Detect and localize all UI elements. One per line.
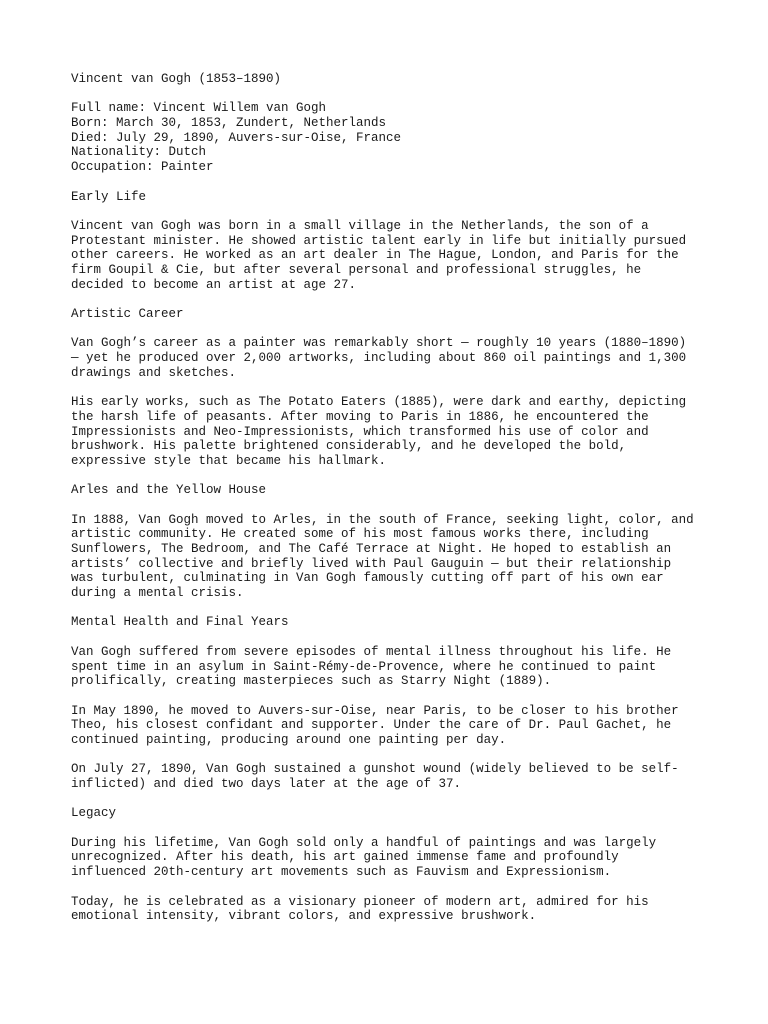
paragraph xyxy=(71,895,711,924)
document-title: Vincent van Gogh (1853–1890) xyxy=(71,72,282,86)
fact-full-name: Full name: Vincent Willem van Gogh xyxy=(71,101,327,116)
paragraph xyxy=(71,219,711,292)
paragraph-line: Impressionists and Neo-Impressionists, which transformed his use of color and xyxy=(71,424,649,439)
paragraph-line: In May 1890, he moved to Auvers-sur-Oise, near Paris, to be closer to his brother xyxy=(71,703,679,718)
fact-nationality: Nationality: Dutch xyxy=(71,145,207,160)
paragraph-line: — yet he produced over 2,000 artworks, including about 860 oil paintings and 1,300 xyxy=(71,351,687,366)
paragraph-line: Van Gogh suffered from severe episodes of mental illness throughout his life. He xyxy=(71,644,672,659)
section-heading: Mental Health and Final Years xyxy=(71,615,289,630)
paragraph-line: during a mental crisis. xyxy=(71,586,244,601)
paragraph-line: inflicted) and died two days later at the age of 37. xyxy=(71,777,462,791)
sections-container xyxy=(71,190,711,924)
paragraph-line: Vincent van Gogh was born in a small village in the Netherlands, the son of a xyxy=(71,218,649,233)
paragraph-line: influenced 20th-century art movements such as Fauvism and Expressionism. xyxy=(71,865,612,880)
paragraph xyxy=(71,836,711,880)
paragraph-line: Today, he is celebrated as a visionary pioneer of modern art, admired for his xyxy=(71,894,649,909)
paragraph xyxy=(71,704,711,748)
fact-occupation: Occupation: Painter xyxy=(71,160,214,175)
section-heading-block xyxy=(71,190,711,205)
paragraph-line: was turbulent, culminating in Van Gogh famously cutting off part of his own ear xyxy=(71,571,664,586)
paragraph xyxy=(71,395,711,468)
section-heading: Legacy xyxy=(71,806,117,821)
paragraph xyxy=(71,513,711,601)
fact-died: Died: July 29, 1890, Auvers-sur-Oise, France xyxy=(71,130,402,145)
section-heading: Artistic Career xyxy=(71,307,184,321)
facts-block xyxy=(71,101,711,174)
section-heading-block xyxy=(71,307,711,322)
paragraph-line: artistic community. He created some of his most famous works there, including xyxy=(71,527,649,542)
paragraph-line: emotional intensity, vibrant colors, and expressive brushwork. xyxy=(71,909,537,924)
paragraph xyxy=(71,645,711,689)
paragraph-line: prolifically, creating masterpieces such as Starry Night (1889). xyxy=(71,674,552,689)
paragraph-line: the harsh life of peasants. After moving to Paris in 1886, he encountered the xyxy=(71,409,649,424)
section-heading-block xyxy=(71,615,711,630)
section-heading-block xyxy=(71,806,711,821)
paragraph-line: On July 27, 1890, Van Gogh sustained a gunshot wound (widely believed to be self- xyxy=(71,762,679,777)
paragraph xyxy=(71,762,711,791)
paragraph-line: drawings and sketches. xyxy=(71,365,237,380)
paragraph-line: During his lifetime, Van Gogh sold only a handful of paintings and was largely xyxy=(71,835,657,850)
paragraph-line: artists’ collective and briefly lived with Paul Gauguin — but their relationship xyxy=(71,556,672,571)
paragraph-line: continued painting, producing around one painting per day. xyxy=(71,732,507,747)
section-heading: Early Life xyxy=(71,189,147,204)
document-page xyxy=(71,72,711,924)
paragraph-line: spent time in an asylum in Saint-Rémy-de-Provence, where he continued to paint xyxy=(71,659,657,674)
fact-born: Born: March 30, 1853, Zundert, Netherlands xyxy=(71,116,387,131)
paragraph-line: unrecognized. After his death, his art gained immense fame and profoundly xyxy=(71,850,619,865)
paragraph-line: brushwork. His palette brightened considerably, and he developed the bold, xyxy=(71,439,627,454)
paragraph-line: decided to become an artist at age 27. xyxy=(71,277,357,292)
section-heading: Arles and the Yellow House xyxy=(71,483,267,498)
paragraph-line: Van Gogh’s career as a painter was remarkably short — roughly 10 years (1880–1890) xyxy=(71,336,687,351)
paragraph-line: In 1888, Van Gogh moved to Arles, in the south of France, seeking light, color, and xyxy=(71,512,694,527)
paragraph-line: Theo, his closest confidant and supporter. Under the care of Dr. Paul Gachet, he xyxy=(71,718,672,733)
paragraph-line: expressive style that became his hallmark. xyxy=(71,453,387,468)
section-heading-block xyxy=(71,483,711,498)
document-title-block xyxy=(71,72,711,87)
paragraph-line: Protestant minister. He showed artistic talent early in life but initially pursued xyxy=(71,233,687,248)
paragraph-line: other careers. He worked as an art dealer in The Hague, London, and Paris for the xyxy=(71,248,679,263)
paragraph xyxy=(71,336,711,380)
paragraph-line: firm Goupil & Cie, but after several personal and professional struggles, he xyxy=(71,262,642,277)
paragraph-line: Sunflowers, The Bedroom, and The Café Terrace at Night. He hoped to establish an xyxy=(71,542,672,556)
paragraph-line: His early works, such as The Potato Eaters (1885), were dark and earthy, depicting xyxy=(71,395,687,410)
